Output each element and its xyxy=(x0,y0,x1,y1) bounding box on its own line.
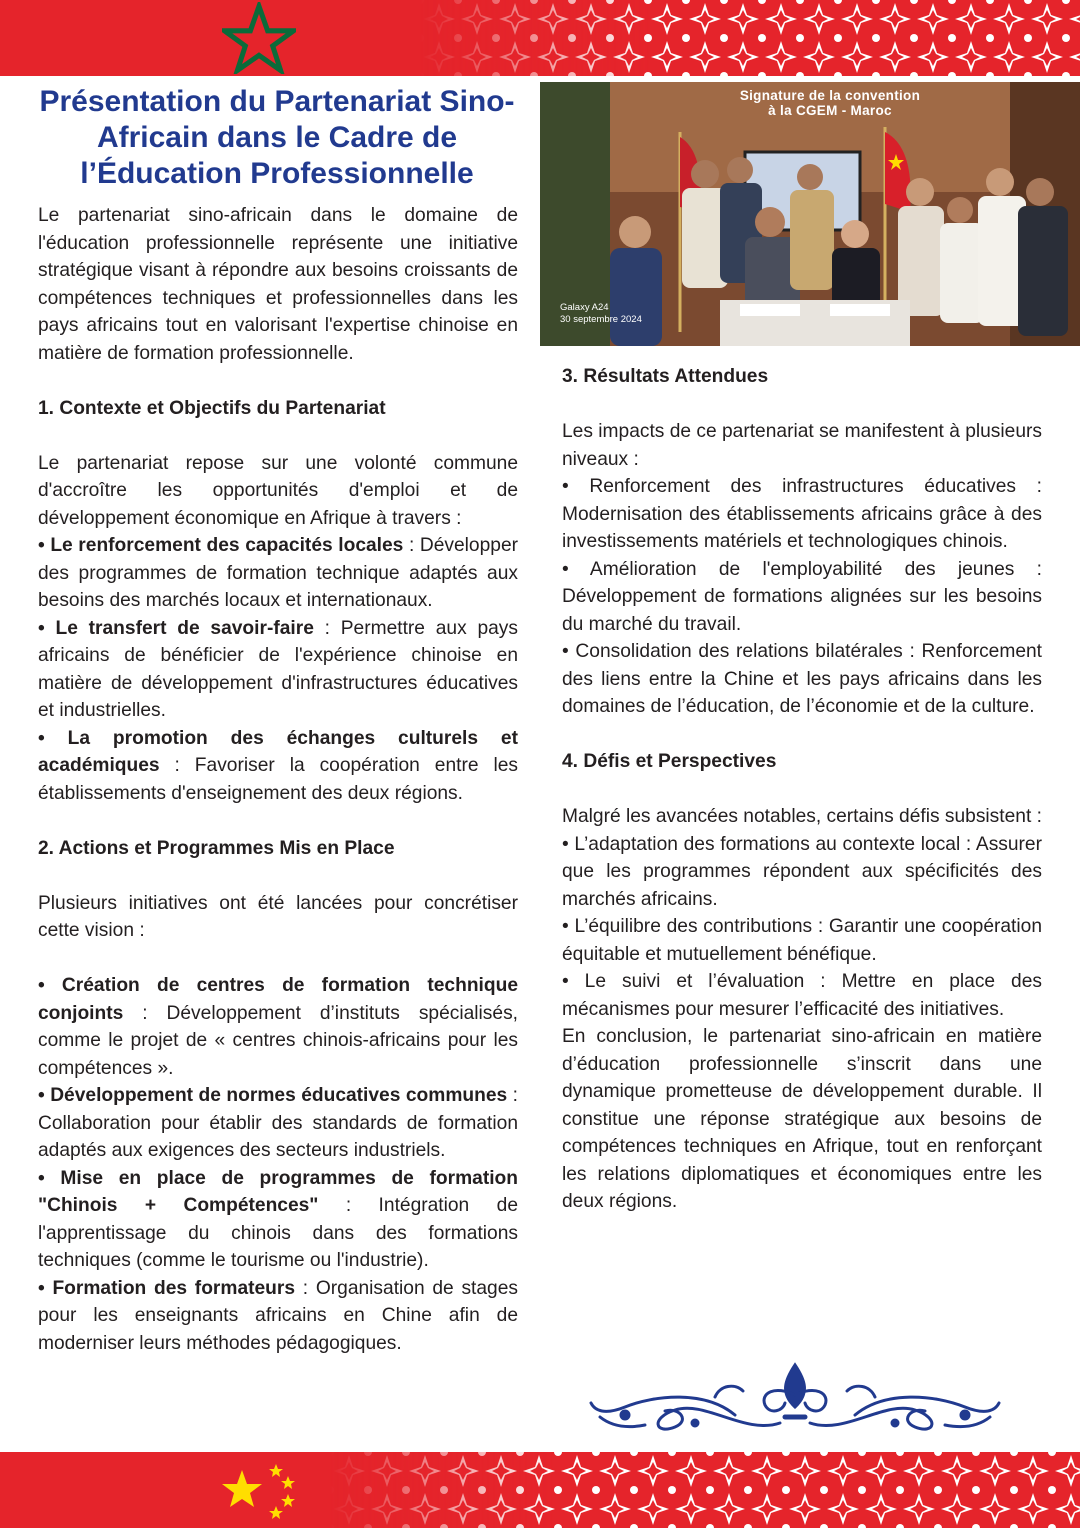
photo-caption xyxy=(710,88,950,118)
section1-lead: Le partenariat repose sur une volonté commune d'accroître les opportunités d'emploi et de développement économique en Afrique à travers : xyxy=(38,452,518,529)
intro-paragraph: Le partenariat sino-africain dans le domaine de l'éducation professionnelle représente une initiative stratégique visant à répondre aux besoins croissants de compétences techniques et professionnelles dans les pays africains tout en valorisant l'expertise chinoise en matière de formation professionnelle. xyxy=(38,205,518,364)
section4-conclusion: En conclusion, le partenariat sino-africain en matière d’éducation professionnelle s’inscrit dans une dynamique prometteuse de développement durable. Il constitue une réponse stratégique aux besoins de compétences techniques en Afrique, tout en renforçant les relations diplomatiques et économiques entre les deux régions. xyxy=(562,1026,1042,1212)
photo-caption-line2: à la CGEM - Maroc xyxy=(768,103,892,118)
section3-item: • Renforcement des infrastructures éducatives : Modernisation des établissements africains grâce à des investissements matériels et technologiques chinois. xyxy=(562,476,1042,552)
china-stars-icon xyxy=(220,1462,310,1522)
section1-item: • Le transfert de savoir-faire : Permettre aux pays africains de bénéficier de l'expérience chinoise en matière de développement d'infrastructures éducatives et industrielles. xyxy=(38,617,518,721)
section1-item: • La promotion des échanges culturels et académiques : Favoriser la coopération entre les établissements d'enseignement des deux régions. xyxy=(38,727,518,804)
moroccan-pattern-decoration xyxy=(420,0,1080,76)
section2-item: • Mise en place de programmes de formation "Chinois + Compétences" : Intégration de l'apprentissage du chinois dans des formations techniques (comme le tourisme ou l'industrie). xyxy=(38,1167,518,1271)
page-title: Présentation du Partenariat Sino-Africain dans le Cadre de l’Éducation Professionnelle xyxy=(39,85,515,190)
photo-stamp-device: Galaxy A24 xyxy=(560,302,609,313)
section1-item: • Le renforcement des capacités locales : Développer des programmes de formation technique adaptés aux besoins des marchés locaux et internationaux. xyxy=(38,535,519,611)
bottom-banner xyxy=(0,1452,1080,1528)
fleur-de-lis-ornament-decoration xyxy=(585,1345,1005,1435)
section3-item: • Amélioration de l'employabilité des jeunes : Développement de formations alignées sur les besoins du marché du travail. xyxy=(562,558,1042,635)
section3-heading: 3. Résultats Attendues xyxy=(562,366,769,387)
signing-ceremony-photo xyxy=(540,82,1080,346)
morocco-star-icon xyxy=(222,2,296,74)
section4-item: • L’équilibre des contributions : Garantir une coopération équitable et mutuellement bénéfique. xyxy=(562,916,1042,965)
section2-item: • Création de centres de formation technique conjoints : Développement d’instituts spécialisés, comme le projet de « centres chinois-africains pour les compétences ». xyxy=(38,975,518,1079)
section4-item: • Le suivi et l’évaluation : Mettre en place des mécanismes pour mesurer l’efficacité des initiatives. xyxy=(562,971,1042,1020)
right-column xyxy=(562,363,1042,1216)
top-banner xyxy=(0,0,1080,76)
section3-item: • Consolidation des relations bilatérales : Renforcement des liens entre la Chine et les pays africains dans les domaines de l’éducation, de l’économie et de la culture. xyxy=(562,641,1042,717)
section2-heading: 2. Actions et Programmes Mis en Place xyxy=(38,837,395,859)
section4-lead: Malgré les avancées notables, certains défis subsistent : xyxy=(562,806,1042,827)
section4-heading: 4. Défis et Perspectives xyxy=(562,751,777,772)
moroccan-pattern-decoration xyxy=(330,1452,1080,1528)
section3-lead: Les impacts de ce partenariat se manifestent à plusieurs niveaux : xyxy=(562,421,1042,470)
photo-caption-line1: Signature de la convention xyxy=(739,88,921,103)
left-column xyxy=(38,84,518,1357)
section2-item: • Formation des formateurs : Organisation de stages pour les enseignants africains en Chine afin de moderniser leurs méthodes pédagogiques. xyxy=(38,1277,518,1354)
section1-heading: 1. Contexte et Objectifs du Partenariat xyxy=(38,397,386,419)
section2-item: • Développement de normes éducatives communes : Collaboration pour établir des standards de formation adaptés aux exigences des secteurs industriels. xyxy=(38,1085,518,1161)
photo-stamp xyxy=(560,302,642,326)
section2-lead: Plusieurs initiatives ont été lancées pour concrétiser cette vision : xyxy=(38,892,518,941)
photo-stamp-date: 30 septembre 2024 xyxy=(560,314,642,325)
section4-item: • L’adaptation des formations au contexte local : Assurer que les programmes répondent aux spécificités des marchés africains. xyxy=(562,833,1042,910)
